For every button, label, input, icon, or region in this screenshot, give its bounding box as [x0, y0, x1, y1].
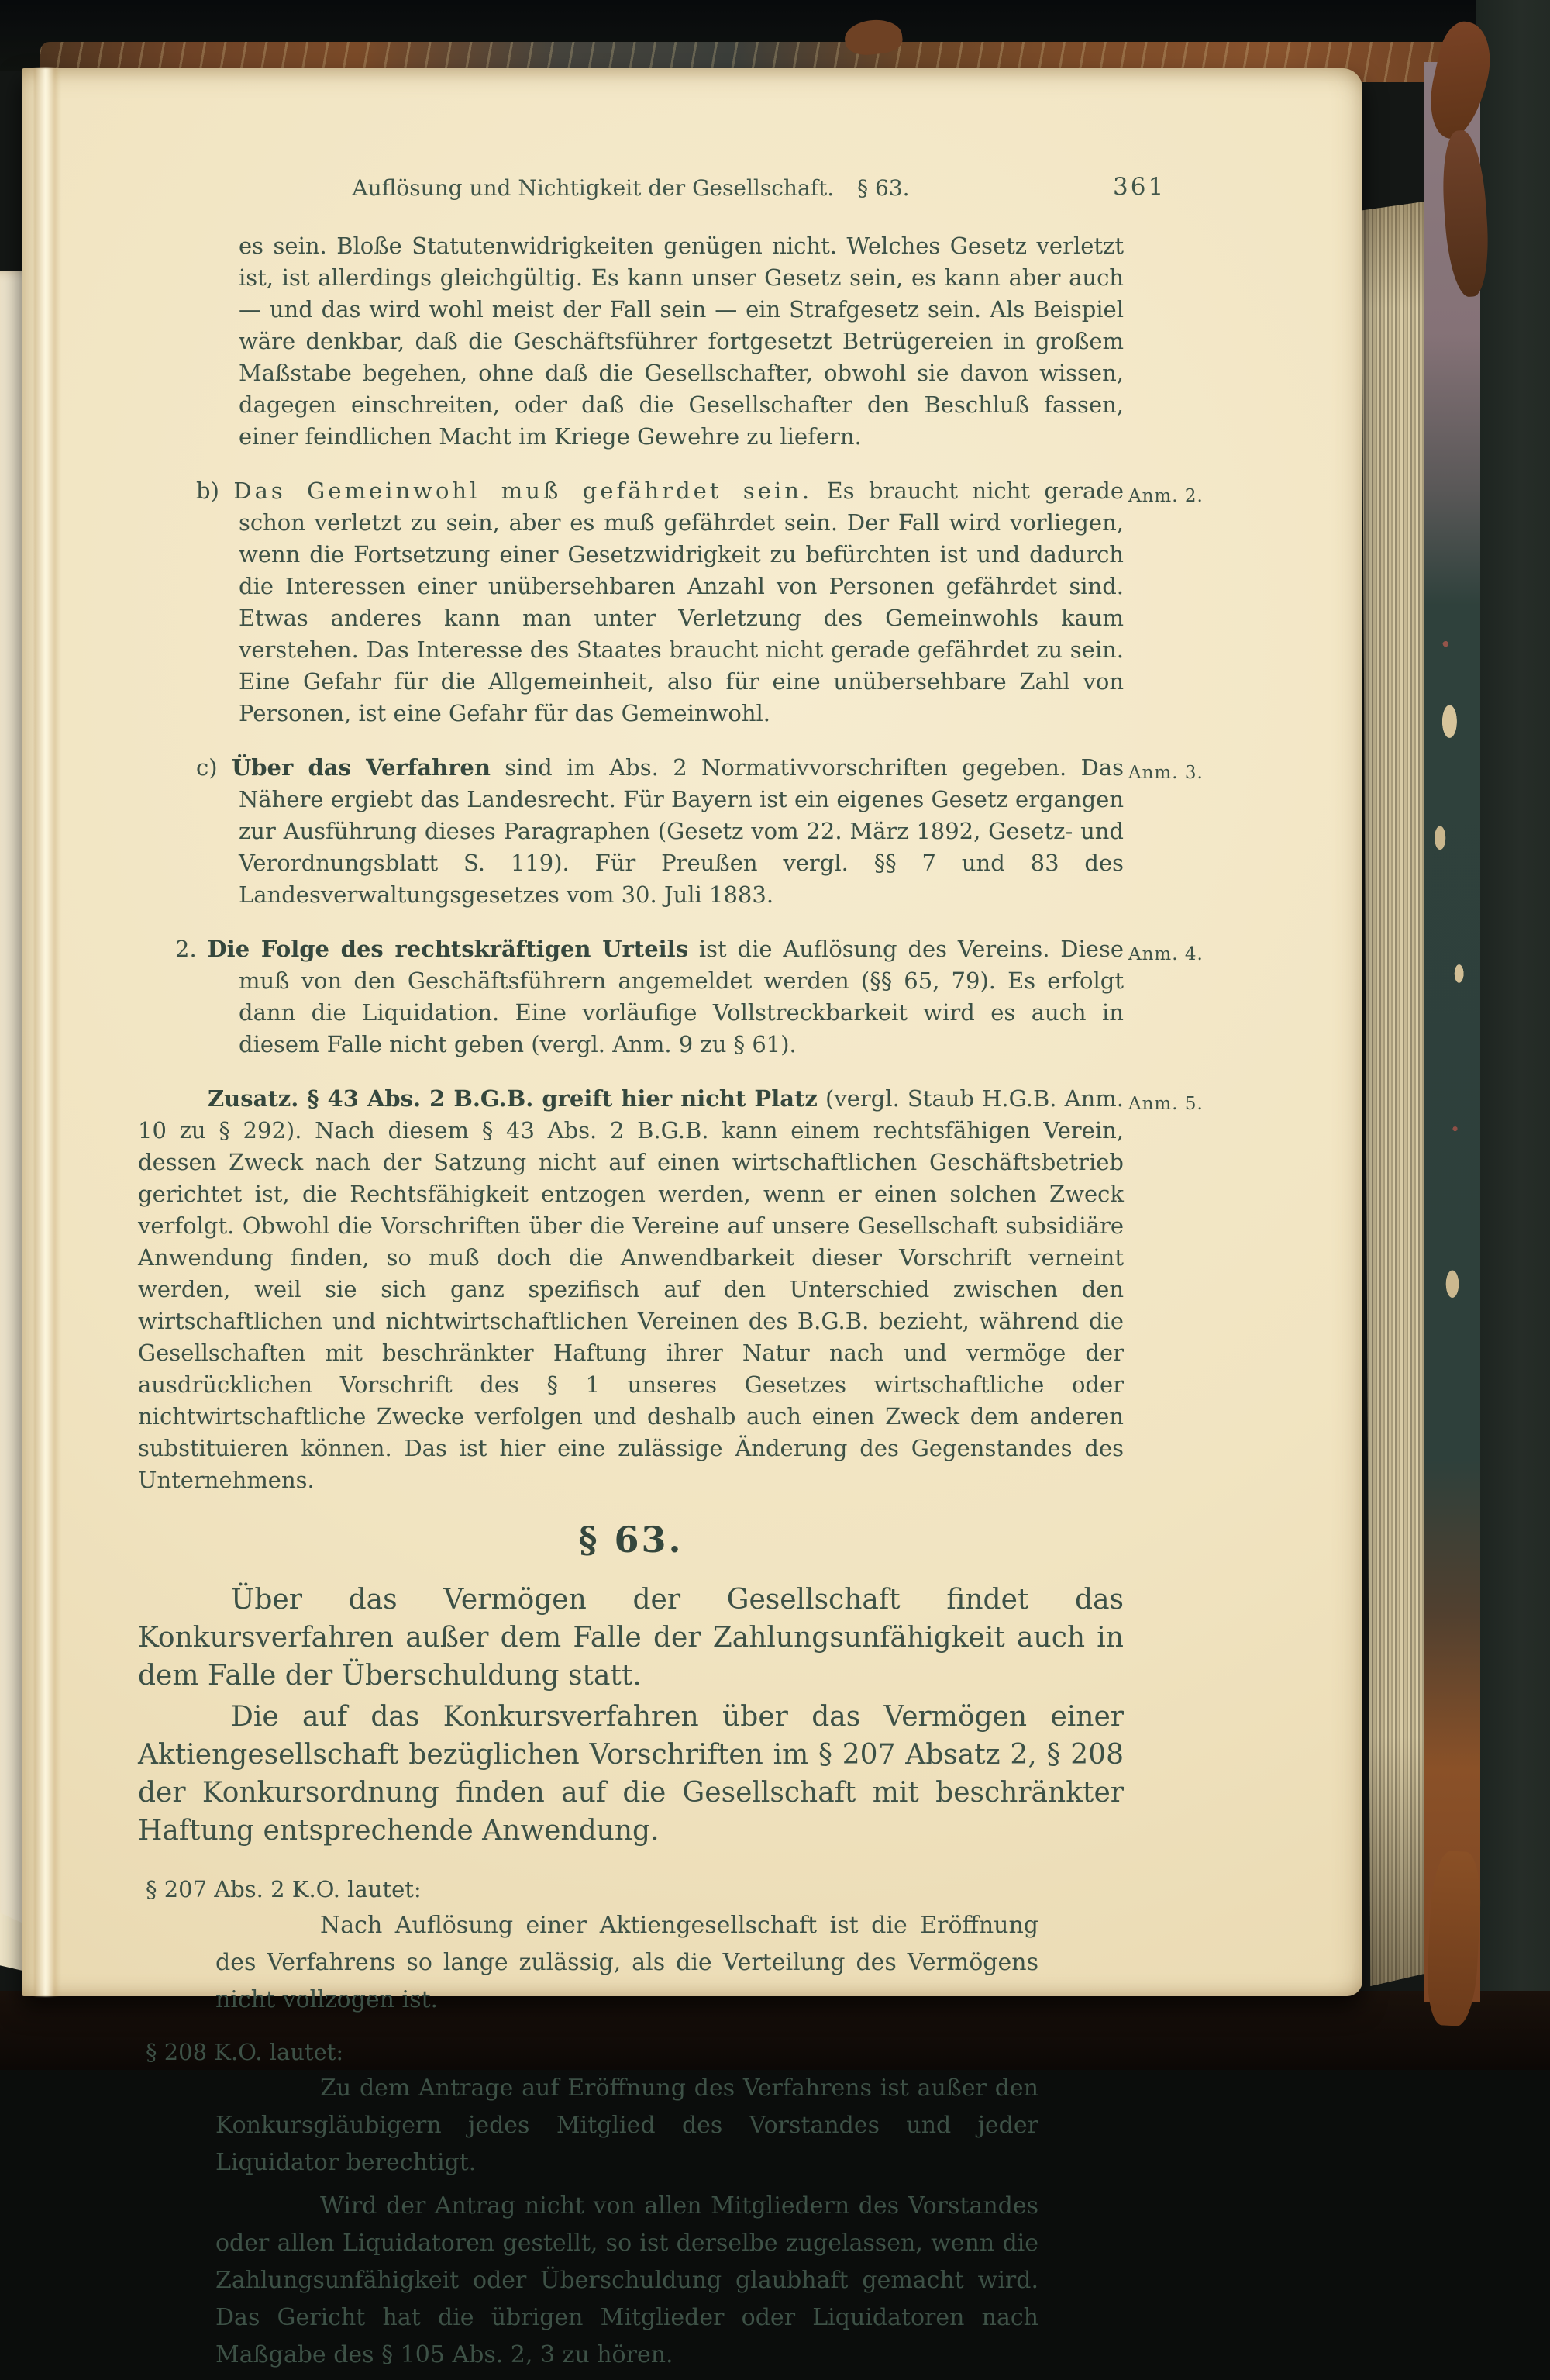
annotation-continuation	[239, 230, 1124, 453]
book-page	[22, 68, 1362, 2368]
item-2-text: ist die Auflösung des Vereins. Diese muß von den Geschäftsführern angemeldet werden (§§ 65, 79). Es erfolgt dann die Liquidation. Eine vorläufige Vollstreckbarkeit wird es auch in diesem Falle nicht geben (vergl. Anm. 9 zu § 61).	[239, 936, 1125, 1057]
page-stack-fore-edge	[1362, 202, 1424, 1986]
item-c-text: sind im Abs. 2 Normativvorschriften gegeben. Das Nähere ergiebt das Landesrecht. Für Bayern ist ein eigenes Gesetz ergangen zur Ausführung dieses Paragraphen (Gesetz vom 22. März 1892, Gesetz- und Verordnungsblatt S. 119). Für Preußen vergl. §§ 7 und 83 des Landesverwaltungsgesetzes vom 30. Juli 1883.	[239, 754, 1124, 908]
running-title: Auflösung und Nichtigkeit der Gesellschaft.	[352, 175, 835, 201]
page-content	[138, 173, 1204, 2380]
annotation-item-b	[138, 475, 1204, 730]
item-2-emphasis: Die Folge des rechtskräftigen Urteils	[207, 936, 689, 962]
ko-207-label: § 207 Abs. 2 K.O. lautet:	[146, 1876, 422, 1902]
annotation-zusatz	[138, 1083, 1204, 1496]
section-heading: § 63.	[578, 1519, 684, 1561]
annotation-item-c	[138, 752, 1204, 911]
ko-208-text-2: Wird der Antrag nicht von allen Mitgliedern des Vorstandes oder allen Liquidatoren gestellt, so ist derselbe zugelassen, wenn die Zahlungsunfähigkeit oder Überschuldung glaubhaft gemacht wird. Das Gericht hat die übrigen Mitglieder oder Liquidatoren nach Maßgabe des § 105 Abs. 2, 3 zu hören.	[215, 2192, 1038, 2368]
running-section-ref: § 63.	[857, 175, 910, 201]
zusatz-emphasis: Zusatz. § 43 Abs. 2 B.G.B. greift hier nicht Platz	[208, 1085, 818, 1112]
margin-note-2: Anm. 2.	[1128, 486, 1204, 506]
gutter-crease	[34, 68, 60, 1996]
marbled-book-cover	[1424, 62, 1480, 2002]
item-b-emphasis: Das Gemeinwohl muß gefährdet sein.	[233, 478, 813, 504]
margin-note-5: Anm. 5.	[1128, 1094, 1204, 1114]
item-c-emphasis: Über das Verfahren	[231, 754, 491, 781]
background-right	[1476, 0, 1550, 2070]
statute-paragraph-2: Die auf das Konkursverfahren über das Vermögen einer Aktiengesellschaft bezüglichen Vorschriften im § 207 Absatz 2, § 208 der Konkursordnung finden auf die Gesellschaft mit beschränkter Haftung entsprechende Anwendung.	[138, 1701, 1124, 1847]
margin-note-4: Anm. 4.	[1128, 944, 1204, 964]
item-b-label: b)	[196, 478, 219, 504]
annotation-continuation-text: es sein. Bloße Statutenwidrigkeiten genügen nicht. Welches Gesetz verletzt ist, ist allerdings gleichgültig. Es kann unser Gesetz sein, es kann aber auch — und das wird wohl meist der Fall sein — ein Strafgesetz sein. Als Beispiel wäre denkbar, daß die Geschäftsführer fortgesetzt Betrügereien in großem Maßstabe begehen, ohne daß die Gesellschafter, obwohl sie davon wissen, dagegen einschreiten, oder daß die Gesellschafter den Beschluß fassen, einer feindlichen Macht im Kriege Gewehre zu liefern.	[239, 233, 1124, 450]
ko-208-text-1: Zu dem Antrage auf Eröffnung des Verfahrens ist außer den Konkursgläubigern jedes Mitglied des Vorstandes und jeder Liquidator berechtigt.	[215, 2075, 1038, 2176]
item-b-text: Es braucht nicht gerade schon verletzt zu sein, aber es muß gefährdet sein. Der Fall wird vorliegen, wenn die Fortsetzung einer Gesetzwidrigkeit zu befürchten ist und dadurch die Interessen einer unübersehbaren Anzahl von Personen gefährdet sind. Etwas anderes kann man unter Verletzung des Gemeinwohls kaum verstehen. Das Interesse des Staates braucht nicht gerade gefährdet zu sein. Eine Gefahr für die Allgemeinheit, also für eine unübersehbare Zahl von Personen, ist eine Gefahr für das Gemeinwohl.	[239, 478, 1124, 726]
item-c-label: c)	[196, 754, 218, 781]
zusatz-text: (vergl. Staub H.G.B. Anm. 10 zu § 292). Nach diesem § 43 Abs. 2 B.G.B. kann einem rechtsfähigen Verein, dessen Zweck nach der Satzung nicht auf einen wirtschaftlichen Geschäftsbetrieb gerichtet ist, die Rechtsfähigkeit entzogen werden, wenn er einen solchen Zweck verfolgt. Obwohl die Vorschriften über die Vereine auf unsere Gesellschaft subsidiäre Anwendung finden, so muß doch die Anwendbarkeit dieser Vorschrift verneint werden, weil sie sich ganz spezifisch auf den Unterschied zwischen den wirtschaftlichen und nichtwirtschaftlichen Vereinen des B.G.B. bezieht, während die Gesellschaften mit beschränkter Haftung ihrer Natur nach und vermöge der ausdrücklichen Vorschrift des § 1 unseres Gesetzes wirtschaftliche oder nichtwirtschaftliche Zwecke verfolgen und deshalb auch einen Zweck dem anderen substituieren können. Das ist hier eine zulässige Änderung des Gegenstandes des Unternehmens.	[138, 1085, 1124, 1493]
statute-paragraph-1: Über das Vermögen der Gesellschaft findet das Konkursverfahren außer dem Falle der Zahlungsunfähigkeit auch in dem Falle der Überschuldung statt.	[138, 1584, 1124, 1692]
margin-note-3: Anm. 3.	[1128, 763, 1204, 783]
page-number: 361	[1113, 173, 1166, 201]
annotation-item-2	[138, 933, 1204, 1061]
item-2-label: 2.	[175, 936, 197, 962]
ko-208-label: § 208 K.O. lautet:	[146, 2039, 344, 2065]
ko-207-text: Nach Auflösung einer Aktiengesellschaft ist die Eröffnung des Verfahrens so lange zulässig, als die Verteilung des Vermögens nicht vollzogen ist.	[215, 1912, 1038, 2013]
running-header	[138, 173, 1166, 208]
